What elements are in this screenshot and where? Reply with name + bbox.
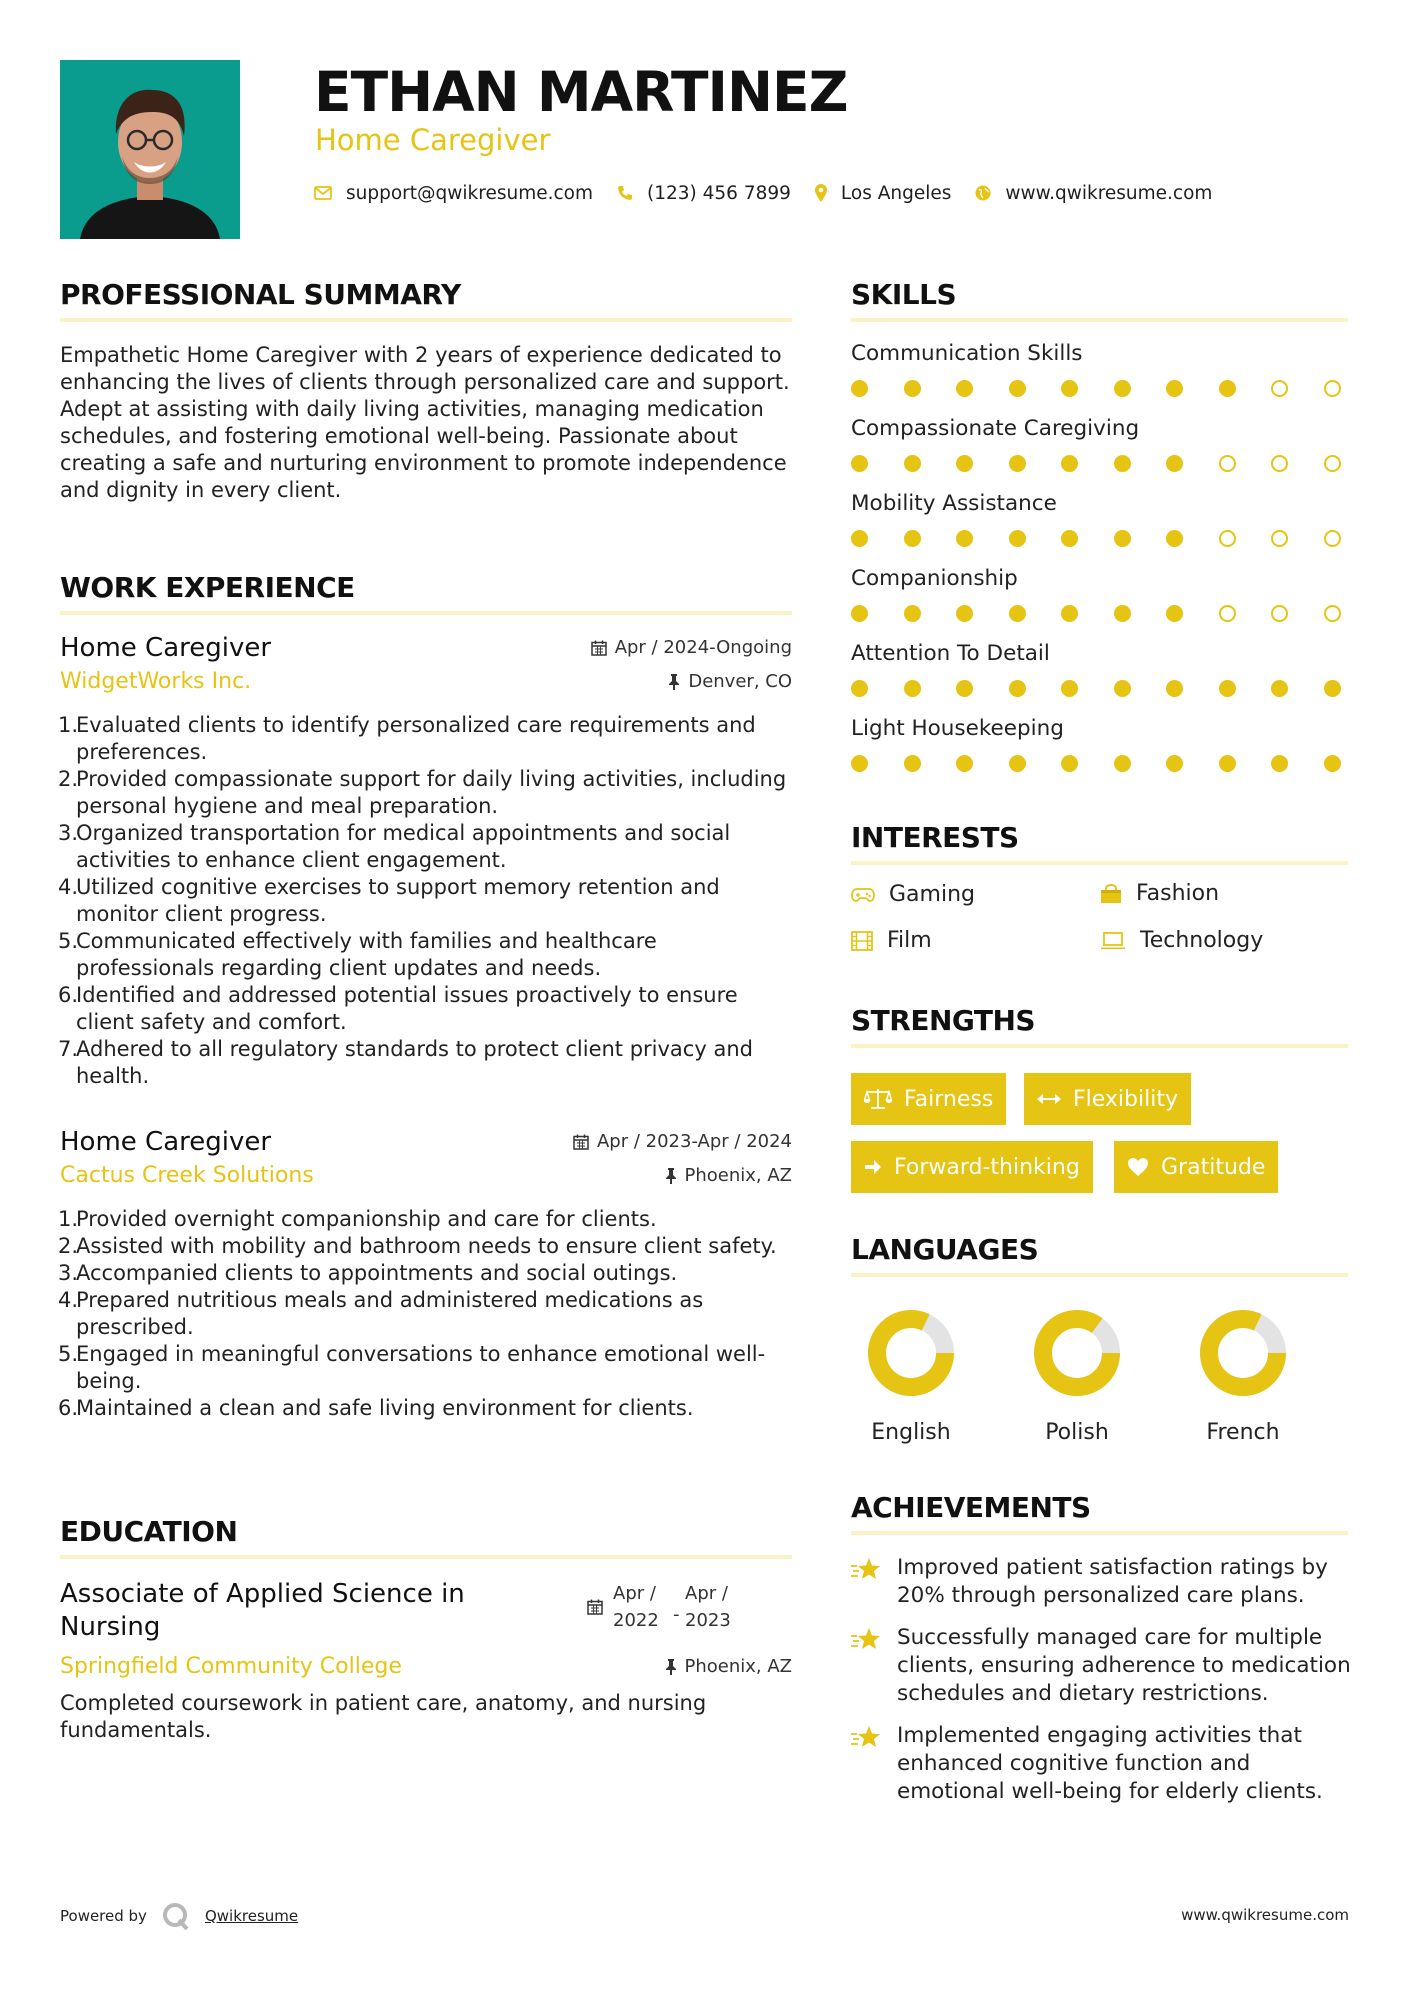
skill-name: Light Housekeeping (851, 716, 1064, 741)
education-rule (60, 1555, 792, 1559)
strengths-rule (851, 1044, 1348, 1048)
interest-item (851, 882, 975, 907)
envelope-icon (314, 186, 332, 200)
skill-dot-filled (1166, 530, 1183, 547)
job-dates-text: Apr / 2024-Ongoing (614, 637, 792, 658)
list-item: 5. Engaged in meaningful conversations to enhance emotional well-being. (58, 1342, 766, 1393)
skill-dot-filled (1061, 680, 1078, 697)
skill-dot-empty (1324, 605, 1341, 622)
powered-by-text: Powered by (60, 1907, 147, 1925)
strength-tag (1114, 1141, 1278, 1193)
strength-label: Fairness (904, 1086, 994, 1112)
phone-text: (123) 456 7899 (647, 182, 791, 204)
language-name: French (1206, 1420, 1280, 1445)
education-description: Completed coursework in patient care, anatomy, and nursing fundamentals. (60, 1691, 707, 1742)
strength-tag (851, 1073, 1006, 1125)
skills-heading: SKILLS (851, 278, 957, 311)
achievement-item (851, 1722, 1351, 1806)
skill-name: Companionship (851, 566, 1018, 591)
skill-dot-filled (956, 605, 973, 622)
skill-dot-filled (904, 680, 921, 697)
skill-dot-filled (851, 455, 868, 472)
skill-dot-filled (956, 680, 973, 697)
skill-dot-filled (904, 605, 921, 622)
list-item: 5. Communicated effectively with families and healthcare professionals regarding client updates and needs. (58, 929, 657, 980)
interest-label: Gaming (889, 882, 975, 907)
strength-label: Flexibility (1073, 1086, 1178, 1112)
footer-website[interactable]: www.qwikresume.com (1181, 1906, 1349, 1924)
qwikresume-logo-icon (161, 1902, 191, 1930)
skill-dot-filled (851, 680, 868, 697)
interests-rule (851, 861, 1348, 865)
strengths-heading: STRENGTHS (851, 1004, 1036, 1037)
job-company: Cactus Creek Solutions (60, 1163, 314, 1188)
skill-dot-empty (1324, 530, 1341, 547)
skill-dot-filled (1114, 605, 1131, 622)
skill-item (851, 640, 1351, 715)
skill-dot-filled (1061, 605, 1078, 622)
skill-dot-filled (851, 755, 868, 772)
skill-dot-filled (1009, 530, 1026, 547)
calendar-icon (591, 640, 607, 656)
skill-rating (851, 530, 1341, 547)
pushpin-icon (668, 674, 680, 690)
interest-item (1100, 928, 1263, 953)
strength-label: Gratitude (1161, 1154, 1266, 1180)
skill-rating (851, 605, 1341, 622)
list-item: 2. Assisted with mobility and bathroom needs to ensure client safety. (58, 1234, 777, 1258)
achievements-rule (851, 1531, 1348, 1535)
achievement-text: Implemented engaging activities that enhanced cognitive function and emotional well-being for elderly clients. (897, 1723, 1323, 1804)
arrows-icon (1037, 1093, 1061, 1105)
school-name: Springfield Community College (60, 1654, 402, 1679)
interests-heading: INTERESTS (851, 821, 1019, 854)
edu-end-month: Apr / (685, 1583, 728, 1604)
achievement-item (851, 1554, 1351, 1610)
edu-start-month: Apr / (613, 1583, 656, 1604)
job-location-text: Phoenix, AZ (684, 1165, 792, 1186)
globe-icon (975, 185, 991, 201)
skill-dot-filled (904, 530, 921, 547)
skill-dot-filled (1219, 380, 1236, 397)
language-item (1012, 1308, 1142, 1445)
skill-item (851, 415, 1351, 490)
website-text: www.qwikresume.com (1005, 182, 1213, 204)
language-ring (1032, 1308, 1122, 1398)
list-item: 3. Organized transportation for medical appointments and social activities to enhance client engagement. (58, 821, 731, 872)
skill-dot-filled (1271, 755, 1288, 772)
candidate-title: Home Caregiver (315, 123, 551, 157)
contact-location (815, 183, 952, 204)
languages-heading: LANGUAGES (851, 1233, 1039, 1266)
achievement-item (851, 1624, 1351, 1708)
film-icon (851, 931, 873, 951)
skill-dot-filled (1061, 455, 1078, 472)
job-location-text: Denver, CO (688, 671, 792, 692)
qwikresume-link[interactable]: Qwikresume (204, 1907, 299, 1925)
skill-dot-filled (956, 530, 973, 547)
location-text: Los Angeles (840, 182, 952, 204)
language-name: English (871, 1420, 951, 1445)
contact-website[interactable] (975, 183, 1212, 204)
skill-name: Compassionate Caregiving (851, 416, 1140, 441)
summary-heading: PROFESSIONAL SUMMARY (60, 278, 461, 311)
interest-item (851, 928, 932, 953)
skill-dot-filled (1009, 605, 1026, 622)
list-item: 2. Provided compassionate support for daily living activities, including personal hygiene and meal preparation. (58, 767, 787, 818)
languages-rule (851, 1273, 1348, 1277)
skills-list (851, 340, 1351, 790)
achievements-heading: ACHIEVEMENTS (851, 1491, 1091, 1524)
gamepad-icon (851, 888, 875, 902)
contact-bar (314, 178, 1236, 208)
skill-dot-filled (1114, 530, 1131, 547)
skill-dot-filled (956, 455, 973, 472)
bag-icon (1100, 884, 1122, 904)
job-entry (60, 1126, 792, 1422)
edu-start-year: 2022 (613, 1610, 659, 1631)
skill-dot-filled (1219, 755, 1236, 772)
skill-name: Attention To Detail (851, 641, 1050, 666)
language-name: Polish (1045, 1420, 1109, 1445)
star-icon (851, 1725, 883, 1749)
education-location (665, 1655, 793, 1679)
interest-label: Film (887, 928, 932, 953)
profile-photo (60, 60, 240, 239)
email-text: support@qwikresume.com (346, 182, 593, 204)
languages-list (846, 1308, 1308, 1445)
footer-branding (60, 1902, 298, 1930)
skill-dot-filled (851, 380, 868, 397)
skill-rating (851, 455, 1341, 472)
skill-rating (851, 380, 1341, 397)
interest-label: Technology (1140, 928, 1264, 953)
list-item: 1. Provided overnight companionship and care for clients. (58, 1207, 657, 1231)
skill-dot-filled (1114, 680, 1131, 697)
list-item: 6. Maintained a clean and safe living environment for clients. (58, 1396, 694, 1420)
experience-rule (60, 611, 792, 615)
skill-name: Communication Skills (851, 341, 1083, 366)
skill-dot-filled (1166, 755, 1183, 772)
skill-dot-filled (1219, 680, 1236, 697)
contact-email[interactable] (314, 183, 593, 204)
contact-phone[interactable] (617, 183, 791, 204)
language-ring (1198, 1308, 1288, 1398)
skill-dot-filled (1114, 755, 1131, 772)
education-dates (587, 1580, 745, 1634)
skill-dot-filled (1324, 755, 1341, 772)
list-item: 3. Accompanied clients to appointments and social outings. (58, 1261, 678, 1285)
skill-dot-filled (956, 755, 973, 772)
skill-dot-filled (851, 530, 868, 547)
skill-dot-filled (1324, 680, 1341, 697)
strength-label: Forward-thinking (894, 1154, 1080, 1180)
language-item (1178, 1308, 1308, 1445)
strength-tag (1024, 1073, 1191, 1125)
skill-dot-filled (904, 380, 921, 397)
edu-date-dash: - (673, 1603, 680, 1625)
skill-dot-filled (1009, 455, 1026, 472)
edu-end-year: 2023 (685, 1610, 731, 1631)
list-item: 7. Adhered to all regulatory standards to protect client privacy and health. (58, 1037, 753, 1088)
skill-dot-filled (904, 755, 921, 772)
scale-icon (864, 1088, 892, 1110)
job-bullets (58, 712, 792, 1090)
skill-dot-empty (1271, 455, 1288, 472)
skills-rule (851, 318, 1348, 322)
skill-dot-filled (1009, 680, 1026, 697)
skill-dot-filled (1166, 680, 1183, 697)
star-icon (851, 1627, 883, 1651)
skill-dot-filled (1166, 455, 1183, 472)
pushpin-icon (665, 1168, 677, 1184)
skill-item (851, 715, 1351, 790)
job-dates (573, 1130, 792, 1154)
heart-icon (1127, 1157, 1149, 1177)
language-ring (866, 1308, 956, 1398)
skill-dot-empty (1324, 455, 1341, 472)
skill-dot-filled (1166, 605, 1183, 622)
skill-dot-empty (1324, 380, 1341, 397)
skill-dot-empty (1271, 530, 1288, 547)
arrow-right-icon (864, 1158, 882, 1176)
skill-dot-empty (1271, 380, 1288, 397)
skill-dot-filled (904, 455, 921, 472)
job-location (665, 1164, 793, 1188)
skill-dot-filled (1061, 755, 1078, 772)
job-entry (60, 632, 792, 1090)
skill-item (851, 490, 1351, 565)
skill-rating (851, 680, 1341, 697)
language-item (846, 1308, 976, 1445)
interest-label: Fashion (1136, 881, 1220, 906)
skill-name: Mobility Assistance (851, 491, 1057, 516)
interest-item (1100, 881, 1219, 906)
skill-dot-empty (1219, 605, 1236, 622)
job-bullets (58, 1206, 792, 1422)
job-title: Home Caregiver (60, 633, 272, 663)
list-item: 4. Prepared nutritious meals and administered medications as prescribed. (58, 1288, 704, 1339)
skill-dot-filled (1166, 380, 1183, 397)
achievement-text: Successfully managed care for multiple clients, ensuring adherence to medication schedules and dietary restrictions. (897, 1625, 1351, 1706)
achievement-text: Improved patient satisfaction ratings by 20% through personalized care plans. (897, 1555, 1328, 1608)
calendar-icon (587, 1599, 603, 1615)
list-item: 4. Utilized cognitive exercises to support memory retention and monitor client progress. (58, 875, 720, 926)
skill-dot-empty (1219, 455, 1236, 472)
skill-dot-filled (1009, 755, 1026, 772)
skill-dot-filled (1114, 455, 1131, 472)
strength-tag (851, 1141, 1093, 1193)
job-title: Home Caregiver (60, 1127, 272, 1157)
skill-dot-filled (1061, 380, 1078, 397)
education-location-text: Phoenix, AZ (684, 1656, 792, 1677)
skill-dot-filled (1271, 680, 1288, 697)
job-dates-text: Apr / 2023-Apr / 2024 (596, 1131, 792, 1152)
summary-text: Empathetic Home Caregiver with 2 years of experience dedicated to enhancing the lives of clients through personalized care and support. Adept at assisting with daily living activities, managing medication schedules, and fostering emotional well-being. Passionate about creating a safe and nurturing environment to promote independence and dignity in every client. (60, 343, 790, 502)
list-item: 1. Evaluated clients to identify personalized care requirements and preferences. (58, 713, 756, 764)
skill-dot-empty (1271, 605, 1288, 622)
experience-heading: WORK EXPERIENCE (60, 571, 355, 604)
job-dates (591, 636, 792, 660)
degree-title: Associate of Applied Science in Nursing (60, 1579, 465, 1642)
job-company: WidgetWorks Inc. (60, 669, 252, 694)
star-icon (851, 1557, 883, 1581)
laptop-icon (1100, 932, 1126, 950)
skill-dot-filled (956, 380, 973, 397)
achievements-list (851, 1554, 1351, 1806)
skill-rating (851, 755, 1341, 772)
skill-item (851, 565, 1351, 640)
phone-icon (617, 185, 633, 201)
summary-rule (60, 318, 792, 322)
skill-dot-filled (1114, 380, 1131, 397)
candidate-name: ETHAN MARTINEZ (314, 60, 848, 124)
calendar-icon (573, 1134, 589, 1150)
job-location (668, 670, 792, 694)
list-item: 6. Identified and addressed potential issues proactively to ensure client safety and comfort. (58, 983, 738, 1034)
education-heading: EDUCATION (60, 1515, 238, 1548)
skill-item (851, 340, 1351, 415)
skill-dot-filled (1061, 530, 1078, 547)
map-pin-icon (815, 184, 827, 202)
skill-dot-filled (851, 605, 868, 622)
pushpin-icon (665, 1659, 677, 1675)
skill-dot-empty (1219, 530, 1236, 547)
skill-dot-filled (1009, 380, 1026, 397)
